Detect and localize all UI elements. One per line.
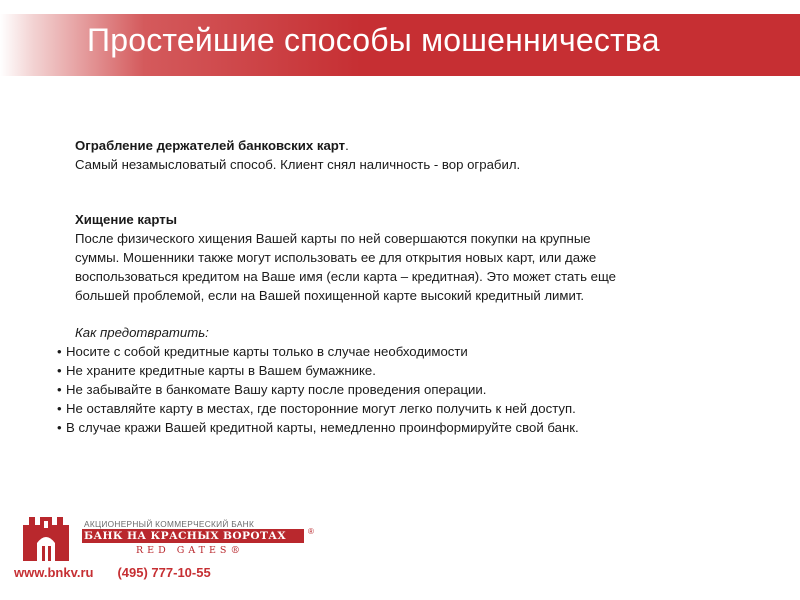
footer-contacts	[14, 565, 211, 580]
bank-type-text: АКЦИОНЕРНЫЙ КОММЕРЧЕСКИЙ БАНК	[84, 519, 255, 529]
castle-gate-icon	[20, 513, 72, 563]
robbery-heading-period: .	[345, 138, 349, 153]
prevention-item-5: • В случае кражи Вашей кредитной карты, немедленно проинформируйте свой банк.	[57, 418, 737, 437]
brand-en	[136, 545, 244, 556]
theft-text-line-4: большей проблемой, если на Вашей похищенной карте высокий кредитный лимит.	[75, 288, 585, 303]
theft-text-line-3: воспользоваться кредитом на Ваше имя (если карта – кредитная). Это может стать еще	[75, 269, 616, 284]
spacer	[57, 305, 737, 323]
robbery-heading: Ограбление держателей банковских карт	[75, 138, 346, 153]
theft-heading: Хищение карты	[75, 212, 177, 227]
robbery-text: Самый незамысловатый способ. Клиент снял наличность - вор ограбил.	[75, 157, 521, 172]
spacer	[57, 174, 737, 210]
prevention-item-4: • Не оставляйте карту в местах, где посторонние могут легко получить к ней доступ.	[57, 399, 737, 418]
prevention-item-1: • Носите с собой кредитные карты только в случае необходимости	[57, 342, 737, 361]
brand-en-reg-mark: ®	[230, 545, 244, 556]
website-link[interactable]: www.bnkv.ru	[14, 565, 94, 580]
prevention-item-2: • Не храните кредитные карты в Вашем бумажнике.	[57, 361, 737, 380]
bank-logo	[18, 513, 348, 563]
section-theft	[57, 210, 737, 305]
theft-text-line-2: суммы. Мошенники также могут использовать ее для открытия новых карт, или даже	[75, 250, 597, 265]
registered-mark: ®	[308, 527, 314, 536]
brand-en-text: RED GATES	[136, 545, 231, 556]
slide-content	[57, 136, 737, 437]
prevention-item-3: • Не забывайте в банкомате Вашу карту после проведения операции.	[57, 380, 737, 399]
theft-text-line-1: После физического хищения Вашей карты по ней совершаются покупки на крупные	[75, 231, 591, 246]
prevention-heading: Как предотвратить:	[75, 325, 209, 340]
robbery-heading-line	[75, 136, 737, 155]
section-robbery	[57, 136, 737, 174]
prevention-list	[57, 342, 737, 437]
bank-name: БАНК НА КРАСНЫХ ВОРОТАХ	[84, 530, 286, 542]
phone-number: (495) 777-10-55	[117, 565, 211, 580]
page-title: Простейшие способы мошенничества	[87, 22, 660, 58]
